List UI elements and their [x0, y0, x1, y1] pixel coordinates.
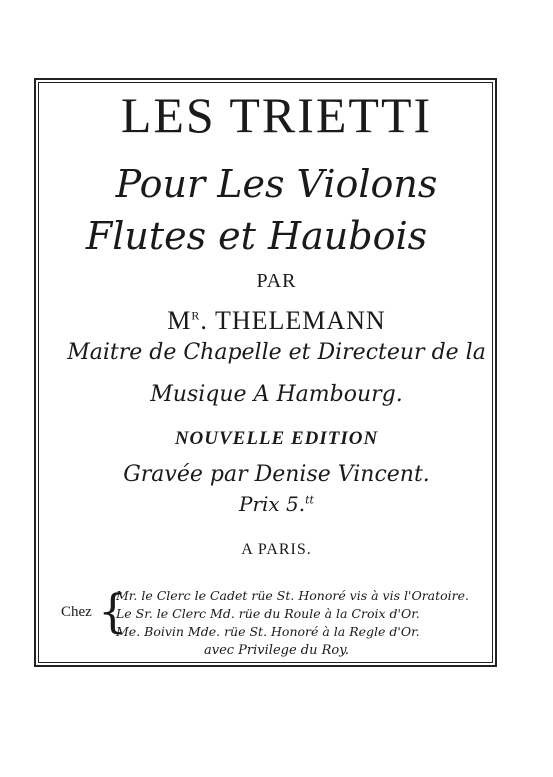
- address-line-1: Mr. le Clerc le Cadet rüe St. Honoré vis à vis l'Oratoire.: [116, 588, 470, 603]
- privilege-line: avec Privilege du Roy.: [203, 643, 349, 658]
- subtitle-line-1: Pour Les Violons: [115, 162, 438, 206]
- engraver-line: Gravée par Denise Vincent.: [123, 462, 430, 487]
- address-line-3: Me. Boivin Mde. rüe St. Honoré à la Regle d'Or.: [116, 624, 420, 639]
- composer-sup: R: [191, 308, 201, 323]
- price-line: [0, 492, 553, 516]
- title: LES TRIETTI: [120, 87, 433, 143]
- edition-label: NOUVELLE EDITION: [174, 428, 379, 449]
- composer-name: [0, 306, 553, 336]
- city-line: A PARIS.: [241, 541, 312, 558]
- price-sup: tt: [305, 493, 314, 507]
- brace-glyph: {: [98, 584, 128, 638]
- address-line-2: Le Sr. le Clerc Md. rüe du Roule à la Croix d'Or.: [116, 606, 420, 621]
- position-line-2: Musique A Hambourg.: [150, 382, 403, 407]
- price-text: Prix 5.: [239, 492, 306, 516]
- composer-surname: . THELEMANN: [200, 306, 386, 335]
- par-label: PAR: [256, 270, 297, 292]
- position-line-1: Maitre de Chapelle et Directeur de la: [67, 340, 486, 365]
- composer-prefix: M: [167, 306, 192, 335]
- chez-label: Chez: [61, 604, 92, 620]
- subtitle-line-2: Flutes et Haubois: [85, 214, 428, 258]
